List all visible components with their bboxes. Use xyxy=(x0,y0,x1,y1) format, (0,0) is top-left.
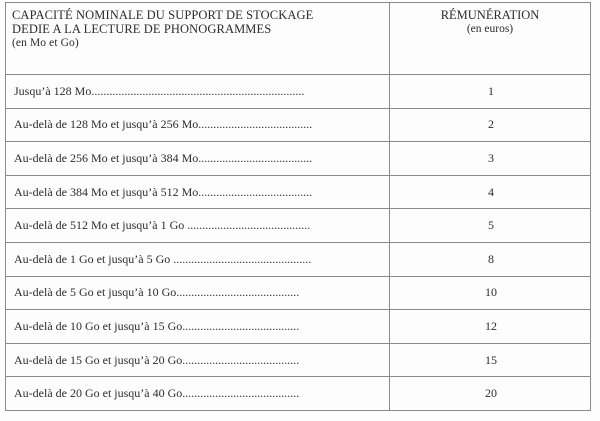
table-row xyxy=(6,343,591,377)
capacity-cell: Au-delà de 384 Mo et jusqu’à 512 Mo...................................... xyxy=(6,175,390,209)
amount-cell: 8 xyxy=(390,242,591,276)
capacity-cell: Au-delà de 20 Go et jusqu’à 40 Go....................................... xyxy=(6,377,390,411)
table-row xyxy=(6,175,591,209)
amount-cell: 3 xyxy=(390,142,591,176)
table-row xyxy=(6,142,591,176)
capacity-cell: Jusqu’à 128 Mo....................................................................... xyxy=(6,75,390,109)
table-row xyxy=(6,75,591,109)
amount-cell: 10 xyxy=(390,276,591,310)
capacity-column-header xyxy=(6,3,390,75)
capacity-header-unit: (en Mo et Go) xyxy=(12,37,79,49)
amount-cell: 20 xyxy=(390,377,591,411)
amount-cell: 12 xyxy=(390,310,591,344)
remuneration-column-header xyxy=(390,3,591,75)
amount-cell: 4 xyxy=(390,175,591,209)
capacity-cell: Au-delà de 1 Go et jusqu’à 5 Go .............................................. xyxy=(6,242,390,276)
remuneration-table xyxy=(5,2,591,411)
table-row xyxy=(6,108,591,142)
capacity-cell: Au-delà de 256 Mo et jusqu’à 384 Mo...................................... xyxy=(6,142,390,176)
capacity-header-line2: DEDIE A LA LECTURE DE PHONOGRAMMES xyxy=(12,22,272,36)
amount-cell: 5 xyxy=(390,209,591,243)
table-row xyxy=(6,209,591,243)
amount-cell: 2 xyxy=(390,108,591,142)
capacity-cell: Au-delà de 128 Mo et jusqu’à 256 Mo...................................... xyxy=(6,108,390,142)
capacity-cell: Au-delà de 15 Go et jusqu’à 20 Go....................................... xyxy=(6,343,390,377)
amount-cell: 15 xyxy=(390,343,591,377)
capacity-cell: Au-delà de 10 Go et jusqu’à 15 Go....................................... xyxy=(6,310,390,344)
table-row xyxy=(6,377,591,411)
table-row xyxy=(6,310,591,344)
table-row xyxy=(6,276,591,310)
table-header-row xyxy=(6,3,591,75)
capacity-header-line1: CAPACITÉ NOMINALE DU SUPPORT DE STOCKAGE xyxy=(12,8,314,22)
capacity-cell: Au-delà de 5 Go et jusqu’à 10 Go......................................... xyxy=(6,276,390,310)
remuneration-header-title: RÉMUNÉRATION xyxy=(440,8,540,22)
remuneration-header-unit: (en euros) xyxy=(466,23,514,35)
amount-cell: 1 xyxy=(390,75,591,109)
capacity-cell: Au-delà de 512 Mo et jusqu’à 1 Go ......................................... xyxy=(6,209,390,243)
table-row xyxy=(6,242,591,276)
